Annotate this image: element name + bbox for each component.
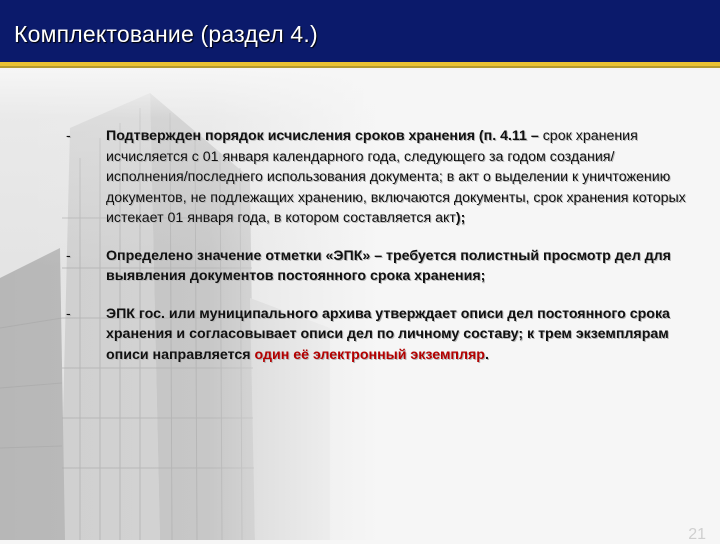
bullet-dash: - [66, 305, 71, 322]
item-bold-tail: ); [455, 210, 466, 226]
page-number: 21 [688, 526, 706, 543]
item-bold-text: ЭПК гос. или муниципального архива утверждает описи дел постоянного срока хранения и согласовывает описи дел по личному составу; к трем экземплярам описи направляется [106, 305, 670, 363]
list-item [66, 246, 696, 287]
list-item [66, 304, 696, 366]
highlighted-text: один её электронный экземпляр [254, 346, 485, 363]
bullet-dash: - [66, 128, 71, 144]
item-text: срок хранения исчисляется с 01 января календарного года, следующего за годом создания/исполнения/последнего использования документа; в акт о выделении к уничтожению документов, не подлежащих хранению, включаются документы, срок хранения которых истекает 01 января года, в котором составляется акт [106, 128, 686, 226]
title-bar [0, 0, 720, 62]
slide-title: Комплектование (раздел 4.) [14, 21, 318, 47]
item-end-punct: . [484, 346, 489, 363]
bullet-list [66, 126, 696, 382]
item-bold-lead: Подтвержден порядок исчисления сроков хранения (п. 4.11 – [106, 128, 539, 144]
bullet-dash: - [66, 247, 71, 264]
item-bold-text: Определено значение отметки «ЭПК» – требуется полистный просмотр дел для выявления документов постоянного срока хранения; [106, 247, 671, 284]
list-item [66, 126, 696, 229]
